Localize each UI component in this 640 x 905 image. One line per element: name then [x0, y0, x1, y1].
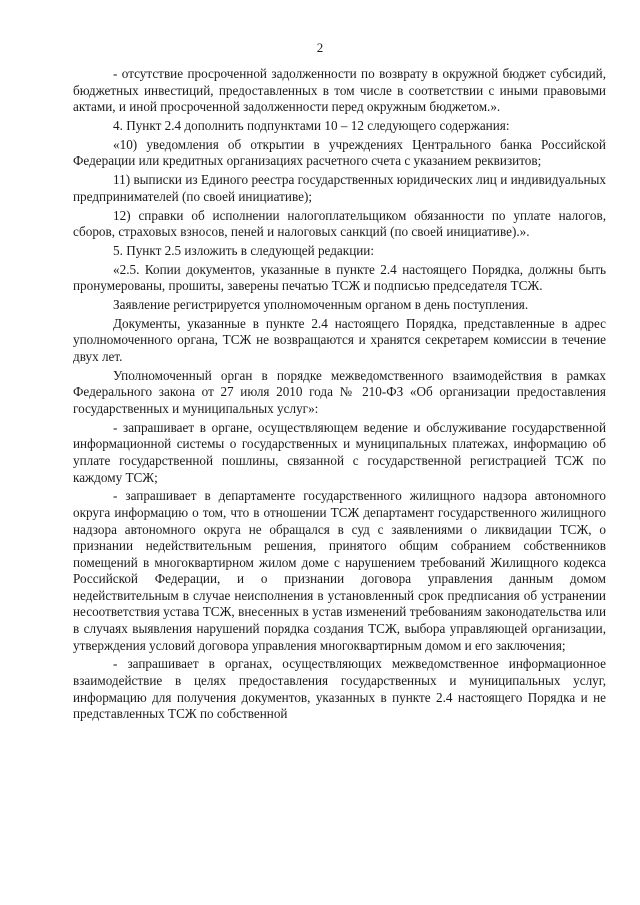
paragraph-item-5: 5. Пункт 2.5 изложить в следующей редакции: — [113, 242, 375, 258]
paragraph-debt-absence: - отсутствие просроченной задолженности по возврату в окружной бюджет субсидий, бюджетных инвестиций, предоставленных в том числе в соответствии с иными правовыми актами, и иной просроченной задолженности перед окружным бюджетом.». — [73, 66, 606, 115]
paragraph-documents-storage: Документы, указанные в пункте 2.4 настоящего Порядка, представленные в адрес уполномоченного органа, ТСЖ не возвращаются и хранятся секретарем комиссии в течение двух лет. — [73, 315, 606, 364]
paragraph-subitem-12: 12) справки об исполнении налогоплательщиком обязанности по уплате налогов, сборов, страховых взносов, пеней и налоговых санкций (по своей инициативе).». — [73, 207, 606, 240]
paragraph-item-4: 4. Пункт 2.4 дополнить подпунктами 10 – 12 следующего содержания: — [113, 117, 510, 133]
page-number: 2 — [316, 40, 324, 55]
document-body — [73, 66, 606, 725]
paragraph-registration: Заявление регистрируется уполномоченным органом в день поступления. — [113, 297, 529, 313]
paragraph-request-payments: - запрашивает в органе, осуществляющем ведение и обслуживание государственной информационной системы о государственных и муниципальных платежах, информацию об уплате государственной пошлины, связанной с государственной регистрацией ТСЖ по каждому ТСЖ; — [73, 419, 606, 485]
paragraph-interagency: Уполномоченный орган в порядке межведомственного взаимодействия в рамках Федерального закона от 27 июля 2010 года № 210-ФЗ «Об организации предоставления государственных и муниципальных услуг»: — [73, 367, 606, 416]
paragraph-request-other-bodies: - запрашивает в органах, осуществляющих межведомственное информационное взаимодействие в целях предоставления государственных и муниципальных услуг, информацию для получения документов, указанных в пункте 2.4 настоящего Порядка и не представленных ТСЖ по собственной — [73, 656, 606, 722]
paragraph-clause-2-5: «2.5. Копии документов, указанные в пункте 2.4 настоящего Порядка, должны быть пронумерованы, прошиты, заверены печатью ТСЖ и подписью председателя ТСЖ. — [73, 261, 606, 294]
paragraph-request-housing-supervision: - запрашивает в департаменте государственного жилищного надзора автономного округа информацию о том, что в отношении ТСЖ департамент государственного жилищного надзора автономного округа не обращался в суд с заявлениями о ликвидации ТСЖ, о признании недействительным решения, принятого общим собранием собственников помещений в многоквартирном жилом доме с нарушением требований Жилищного кодекса Российской Федерации, и о признании договора управления данным домом недействительным в случае неисполнения в установленный срок предписания об устранении несоответствия устава ТСЖ, внесенных в устав изменений требованиям законодательства или в случаях выявления нарушений порядка создания ТСЖ, выбора управляющей организации, утверждения условий договора управления многоквартирным домом и его заключения; — [73, 488, 606, 653]
paragraph-subitem-10: «10) уведомления об открытии в учреждениях Центрального банка Российской Федерации или кредитных организациях расчетного счета с указанием реквизитов; — [73, 136, 606, 169]
paragraph-subitem-11: 11) выписки из Единого реестра государственных юридических лиц и индивидуальных предпринимателей (по своей инициативе); — [73, 172, 606, 204]
